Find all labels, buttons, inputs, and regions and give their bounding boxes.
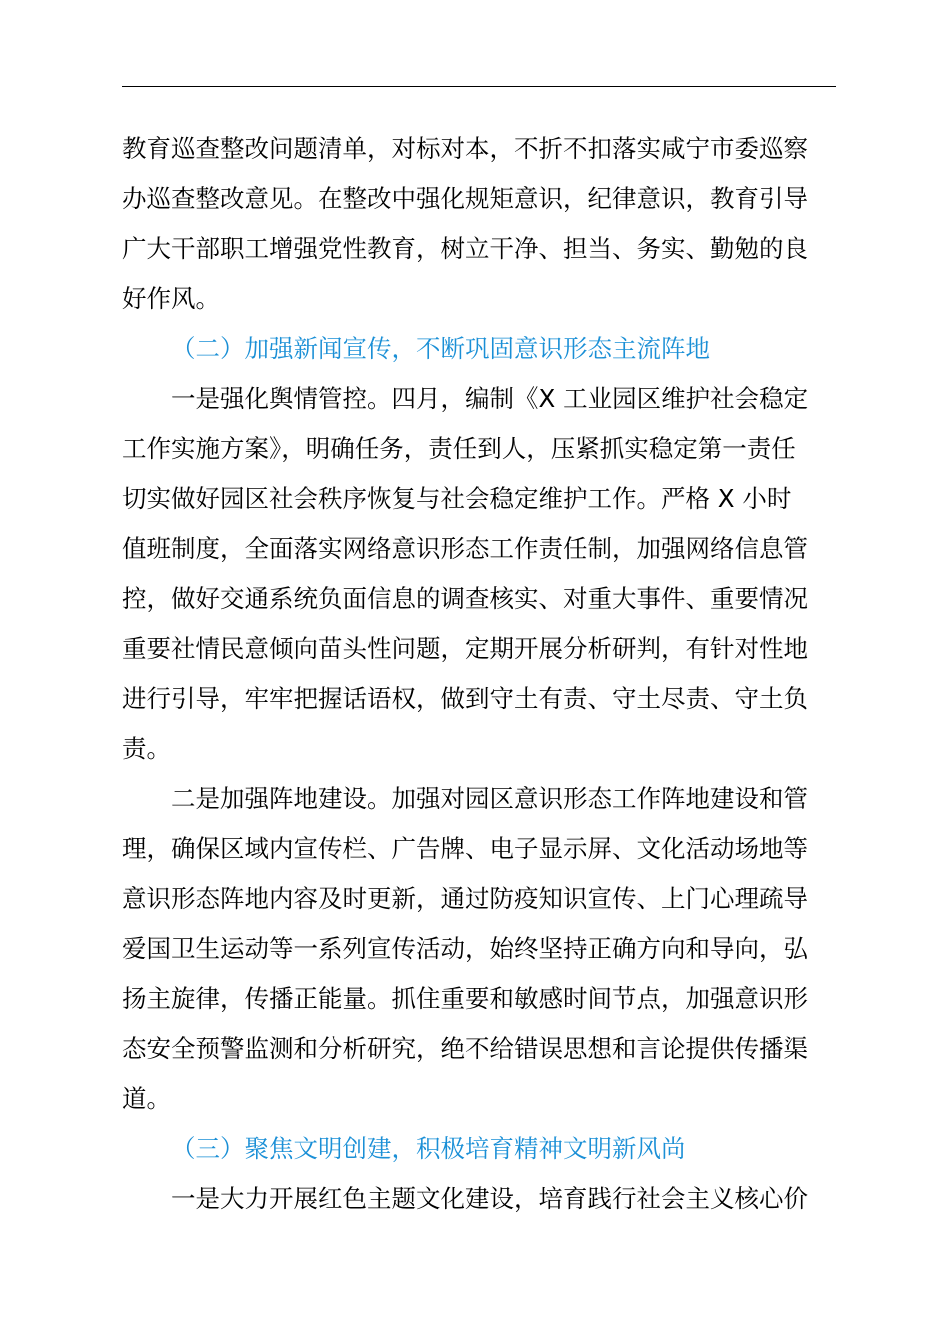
text-line: 责。 [122,734,171,763]
text-line: 广大干部职工增强党性教育，树立干净、担当、务实、勤勉的良 [122,234,808,263]
text-line: 办巡查整改意见。在整改中强化规矩意识，纪律意识，教育引导 [122,184,808,213]
text-line: 进行引导，牢牢把握话语权，做到守土有责、守土尽责、守土负 [122,684,808,713]
text-line: 爱国卫生运动等一系列宣传活动，始终坚持正确方向和导向，弘 [122,934,808,963]
section-heading-2: （二）加强新闻宣传，不断巩固意识形态主流阵地 [171,334,710,363]
paragraph-start: 一是大力开展红色主题文化建设，培育践行社会主义核心价 [171,1184,808,1213]
text-line: 控，做好交通系统负面信息的调查核实、对重大事件、重要情况 [122,584,808,613]
text-line: 理，确保区域内宣传栏、广告牌、电子显示屏、文化活动场地等 [122,834,808,863]
text-line: 意识形态阵地内容及时更新，通过防疫知识宣传、上门心理疏导 [122,884,808,913]
text-line: 态安全预警监测和分析研究，绝不给错误思想和言论提供传播渠 [122,1034,808,1063]
text-line: 值班制度，全面落实网络意识形态工作责任制，加强网络信息管 [122,534,808,563]
header-rule [122,86,836,87]
text-line: 好作风。 [122,284,220,313]
text-line: 教育巡查整改问题清单，对标对本，不折不扣落实咸宁市委巡察 [122,134,808,163]
text-line: 切实做好园区社会秩序恢复与社会稳定维护工作。严格 X 小时 [122,484,792,513]
text-line: 重要社情民意倾向苗头性问题，定期开展分析研判，有针对性地 [122,634,808,663]
paragraph-start: 一是强化舆情管控。四月，编制《X 工业园区维护社会稳定 [171,384,809,413]
document-body [122,124,836,1224]
text-line: 道。 [122,1084,171,1113]
paragraph-start: 二是加强阵地建设。加强对园区意识形态工作阵地建设和管 [171,784,808,813]
text-line: 扬主旋律，传播正能量。抓住重要和敏感时间节点，加强意识形 [122,984,808,1013]
text-line: 工作实施方案》，明确任务，责任到人，压紧抓实稳定第一责任 [122,434,796,463]
section-heading-3: （三）聚焦文明创建，积极培育精神文明新风尚 [171,1134,686,1163]
